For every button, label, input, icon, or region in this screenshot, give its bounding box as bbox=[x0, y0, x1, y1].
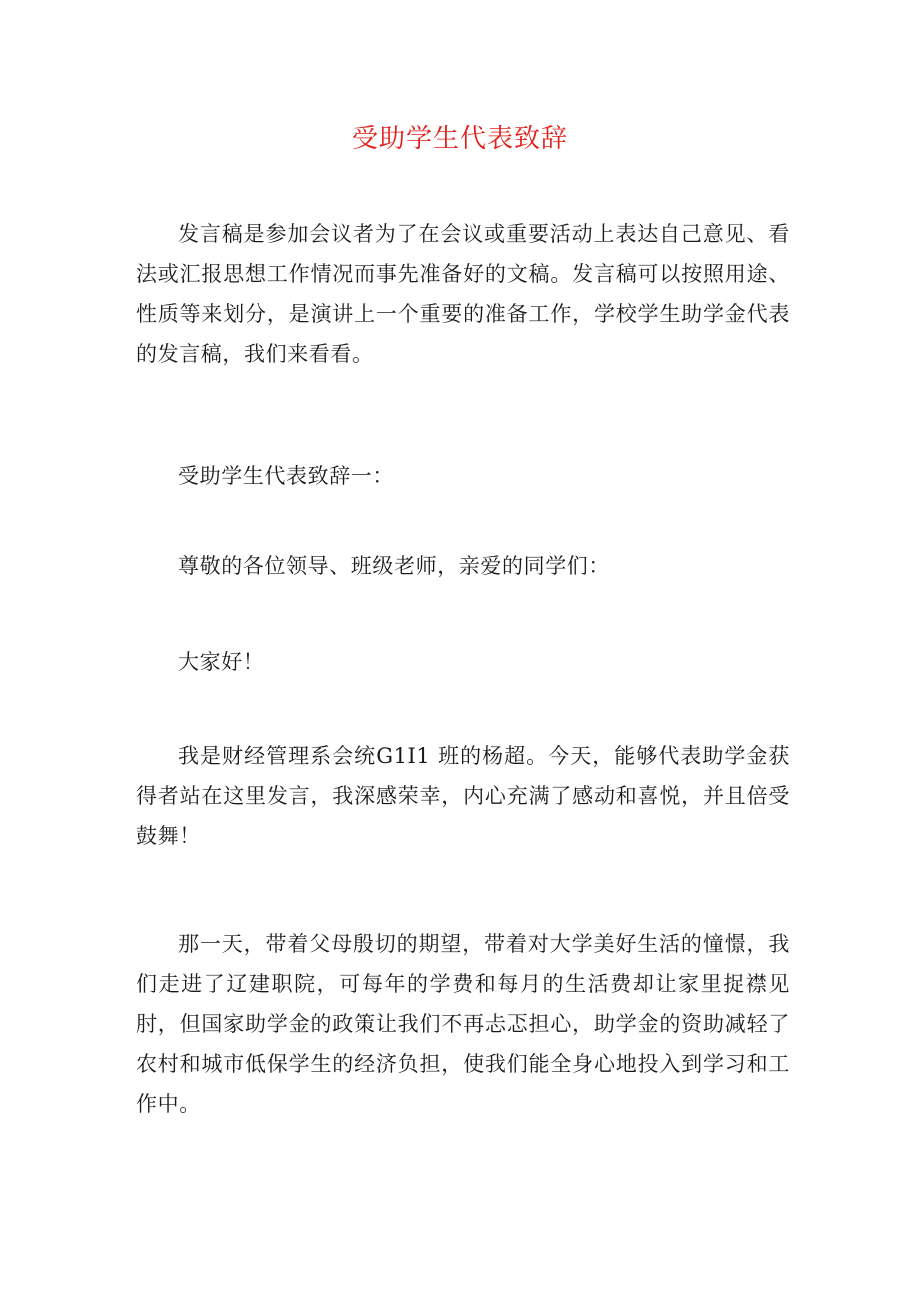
salutation-paragraph: 尊敬的各位领导、班级老师，亲爱的同学们： bbox=[178, 554, 610, 578]
section-heading: 受助学生代表致辞一： bbox=[178, 464, 394, 488]
intro-paragraph: 发言稿是参加会议者为了在会议或重要活动上表达自己意见、看法或汇报思想工作情况而事先准备好的文稿。发言稿可以按照用途、性质等来划分，是演讲上一个重要的准备工作，学校学生助学金代表的发言稿，我们来看看。 bbox=[136, 222, 790, 366]
greeting-paragraph: 大家好！ bbox=[178, 650, 265, 674]
document-title: 受助学生代表致辞 bbox=[351, 124, 568, 154]
self-introduction-paragraph: 我是财经管理系会统G1I1 班的杨超。今天，能够代表助学金获得者站在这里发言，我深感荣幸，内心充满了感动和喜悦，并且倍受鼓舞！ bbox=[136, 744, 790, 848]
body-paragraph: 那一天，带着父母殷切的期望，带着对大学美好生活的憧憬，我们走进了辽建职院，可每年的学费和每月的生活费却让家里捉襟见肘，但国家助学金的政策让我们不再忐忑担心，助学金的资助减轻了农村和城市低保学生的经济负担，使我们能全身心地投入到学习和工作中。 bbox=[136, 932, 790, 1116]
